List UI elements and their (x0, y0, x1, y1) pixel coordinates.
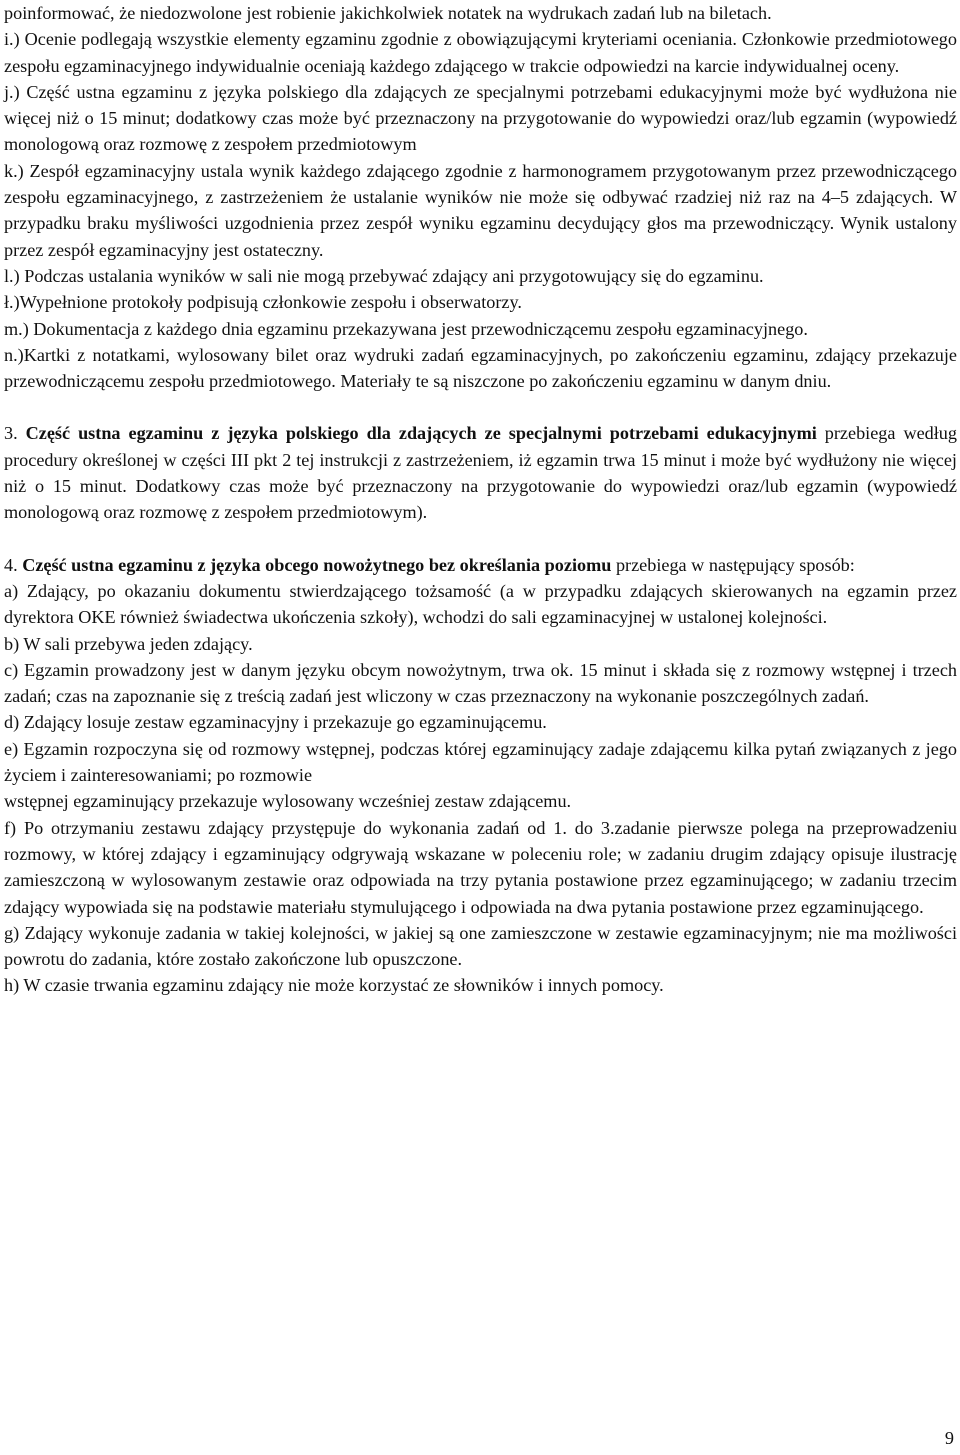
section-4-item-g: g) Zdający wykonuje zadania w takiej kolejności, w jakiej są one zamieszczone w zestawie egzaminacyjnym; nie ma możliwości powrotu do zadania, które zostało zakończone lub opuszczone. (4, 922, 957, 970)
section-4-item-e-continued: wstępnej egzaminujący przekazuje wylosowany wcześniej zestaw zdającemu. (4, 791, 572, 812)
section-4-item-c: c) Egzamin prowadzony jest w danym języku obcym nowożytnym, trwa ok. 15 minut i składa się z rozmowy wstępnej i trzech zadań; czas na zapoznanie się z treścią zadań jest wliczony w czas przeznaczony na wykonanie poszczególnych zadań. (4, 659, 957, 707)
paragraph-continuation: poinformować, że niedozwolone jest robienie jakichkolwiek notatek na wydrukach zadań lub na biletach. (4, 3, 772, 23)
document-page (4, 0, 957, 999)
section-3-heading: Część ustna egzaminu z języka polskiego dla zdających ze specjalnymi potrzebami edukacyjnymi (25, 423, 817, 444)
paragraph-k: k.) Zespół egzaminacyjny ustala wynik każdego zdającego zgodnie z harmonogramem przygotowanym przez przewodniczącego zespołu egzaminacyjnego, z zastrzeżeniem że ustalanie wyników nie może się odbywać rzadziej niż raz na 4–5 zdających. W przypadku braku myśliwości uzgodnienia przez zespół wyniku egzaminu decydujący głos ma przewodniczący. Wynik ustalony przez zespół egzaminacyjny jest ostateczny. (4, 160, 957, 260)
section-4-item-f: f) Po otrzymaniu zestawu zdający przystępuje do wykonania zadań od 1. do 3.zadanie pierwsze polega na przeprowadzeniu rozmowy, w której zdający i egzaminujący odgrywają wskazane w poleceniu role; w zadaniu drugim zdający opisuje ilustrację zamieszczoną w wylosowanym zestawie oraz odpowiada na trzy pytania postawione przez egzaminującego; w zadaniu trzecim zdający wypowiada się na podstawie materiału stymulującego i odpowiada na dwa pytania postawione przez egzaminującego. (4, 817, 957, 917)
paragraph-i: i.) Ocenie podlegają wszystkie elementy egzaminu zgodnie z obowiązującymi kryteriami oceniania. Członkowie przedmiotowego zespołu egzaminacyjnego indywidualnie oceniają każdego zdającego w trakcie odpowiedzi na karcie indywidualnej oceny. (4, 29, 957, 76)
section-4 (4, 552, 957, 578)
section-spacer (4, 394, 957, 420)
section-4-item-b: b) W sali przebywa jeden zdający. (4, 633, 253, 654)
section-4-item-a: a) Zdający, po okazaniu dokumentu stwierdzającego tożsamość (a w przypadku zdających skierowanych na egzamin przez dyrektora OKE również świadectwa ukończenia szkoły), wchodzi do sali egzaminacyjnej w ustalonej kolejności. (4, 580, 957, 628)
section-4-number: 4. (4, 554, 23, 575)
page-number: 9 (944, 1428, 954, 1448)
paragraph-l-stroke: ł.)Wypełnione protokoły podpisują członkowie zespołu i obserwatorzy. (4, 292, 522, 313)
section-3-text: przebiega według procedury określonej w części III pkt 2 tej instrukcji z zastrzeżeniem, iż egzamin trwa 15 minut i może być wydłużony nie więcej niż o 15 minut. Dodatkowy czas może być przeznaczony na przygotowanie do wypowiedzi oraz/lub egzamin (wypowiedź monologową oraz rozmowę z zespołem przedmiotowym). (4, 423, 957, 523)
section-4-heading: Część ustna egzaminu z języka obcego nowożytnego bez określania poziomu (22, 554, 612, 575)
paragraph-j: j.) Część ustna egzaminu z języka polskiego dla zdających ze specjalnymi potrzebami edukacyjnymi może być wydłużona nie więcej niż o 15 minut; dodatkowy czas może być przeznaczony na przygotowanie do wypowiedzi oraz/lub egzamin (wypowiedź monologową oraz rozmowę z zespołem przedmiotowym (4, 81, 957, 155)
section-4-item-e: e) Egzamin rozpoczyna się od rozmowy wstępnej, podczas której egzaminujący zadaje zdającemu kilka pytań związanych z jego życiem i zainteresowaniami; po rozmowie (4, 738, 957, 786)
section-3 (4, 420, 957, 525)
paragraph-m: m.) Dokumentacja z każdego dnia egzaminu przekazywana jest przewodniczącemu zespołu egzaminacyjnego. (4, 318, 808, 339)
section-spacer (4, 526, 957, 552)
section-4-text: przebiega w następujący sposób: (611, 554, 855, 575)
section-4-item-d: d) Zdający losuje zestaw egzaminacyjny i przekazuje go egzaminującemu. (4, 712, 547, 733)
paragraph-l: l.) Podczas ustalania wyników w sali nie mogą przebywać zdający ani przygotowujący się do egzaminu. (4, 265, 764, 286)
section-4-item-h: h) W czasie trwania egzaminu zdający nie może korzystać ze słowników i innych pomocy. (4, 975, 664, 996)
paragraph-n: n.)Kartki z notatkami, wylosowany bilet oraz wydruki zadań egzaminacyjnych, po zakończeniu egzaminu, zdający przekazuje przewodniczącemu zespołu przedmiotowego. Materiały te są niszczone po zakończeniu egzaminu w danym dniu. (4, 344, 957, 392)
section-3-number: 3. (4, 423, 26, 444)
